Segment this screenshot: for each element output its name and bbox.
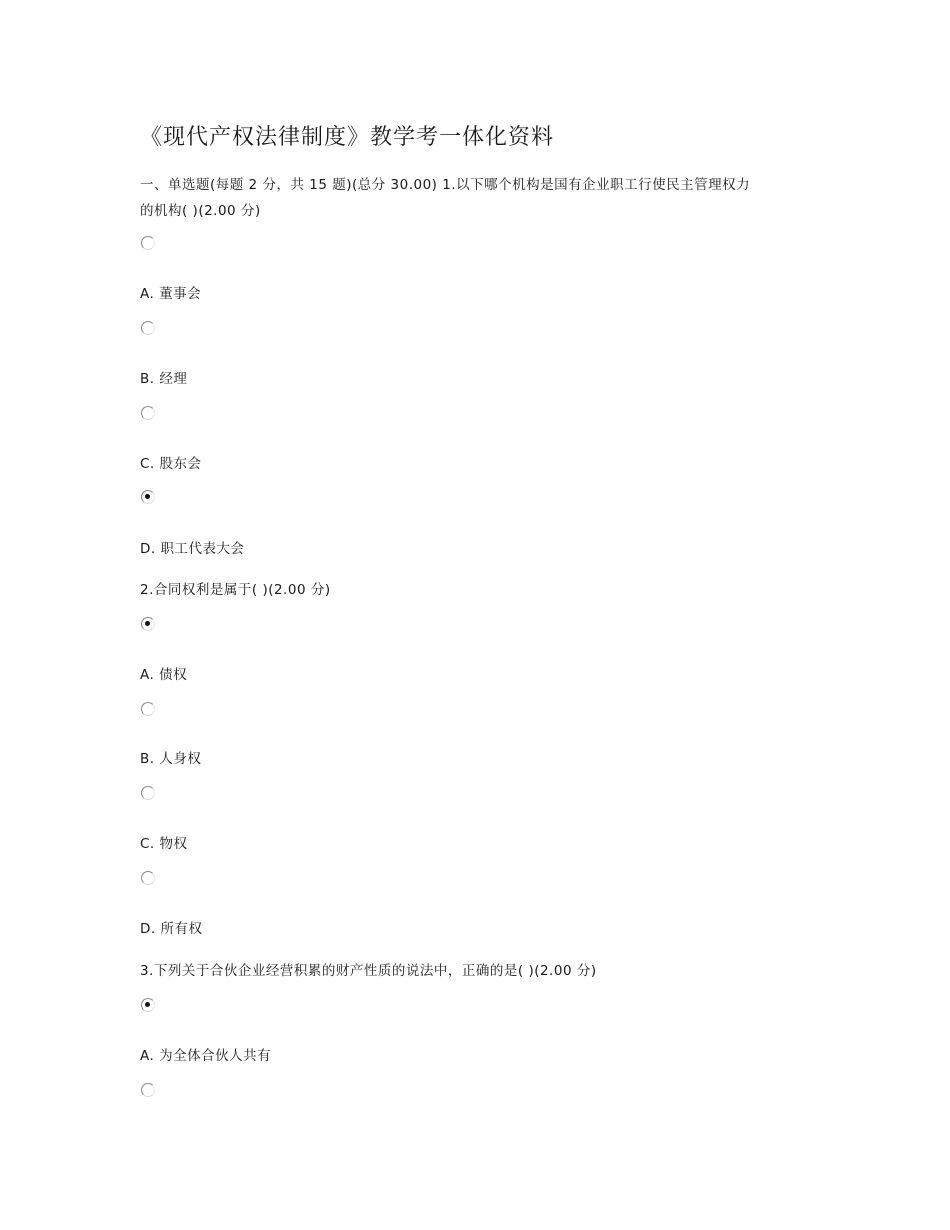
question-3-text: 3.下列关于合伙企业经营积累的财产性质的说法中，正确的是( )(2.00 分) <box>140 963 597 979</box>
option-q1-a-label: A. 董事会 <box>140 286 202 302</box>
option-q1-c-label: C. 股东会 <box>140 456 202 472</box>
option-q2-d-label: D. 所有权 <box>140 921 203 937</box>
radio-q3-a[interactable] <box>141 998 155 1012</box>
radio-q1-a[interactable] <box>141 236 155 250</box>
option-q2-c-label: C. 物权 <box>140 836 188 852</box>
intro-line-1: 一、单选题(每题 2 分，共 15 题)(总分 30.00) 1.以下哪个机构是国有企业职工行使民主管理权力 <box>140 177 751 193</box>
option-q2-a-label: A. 债权 <box>140 667 188 683</box>
radio-q2-b[interactable] <box>141 702 155 716</box>
document-title: 《现代产权法律制度》教学考一体化资料 <box>140 125 555 150</box>
option-q1-b-label: B. 经理 <box>140 371 188 387</box>
radio-q2-d[interactable] <box>141 871 155 885</box>
intro-line-2: 的机构( )(2.00 分) <box>140 203 261 219</box>
option-q2-b-label: B. 人身权 <box>140 751 202 767</box>
question-1-text <box>140 172 750 224</box>
radio-q1-d[interactable] <box>141 490 155 504</box>
radio-q1-c[interactable] <box>141 406 155 420</box>
option-q1-d-label: D. 职工代表大会 <box>140 541 245 557</box>
radio-q3-b[interactable] <box>141 1083 155 1097</box>
radio-q2-c[interactable] <box>141 786 155 800</box>
radio-q1-b[interactable] <box>141 321 155 335</box>
option-q3-a-label: A. 为全体合伙人共有 <box>140 1048 272 1064</box>
question-2-text: 2.合同权利是属于( )(2.00 分) <box>140 582 331 598</box>
radio-q2-a[interactable] <box>141 617 155 631</box>
